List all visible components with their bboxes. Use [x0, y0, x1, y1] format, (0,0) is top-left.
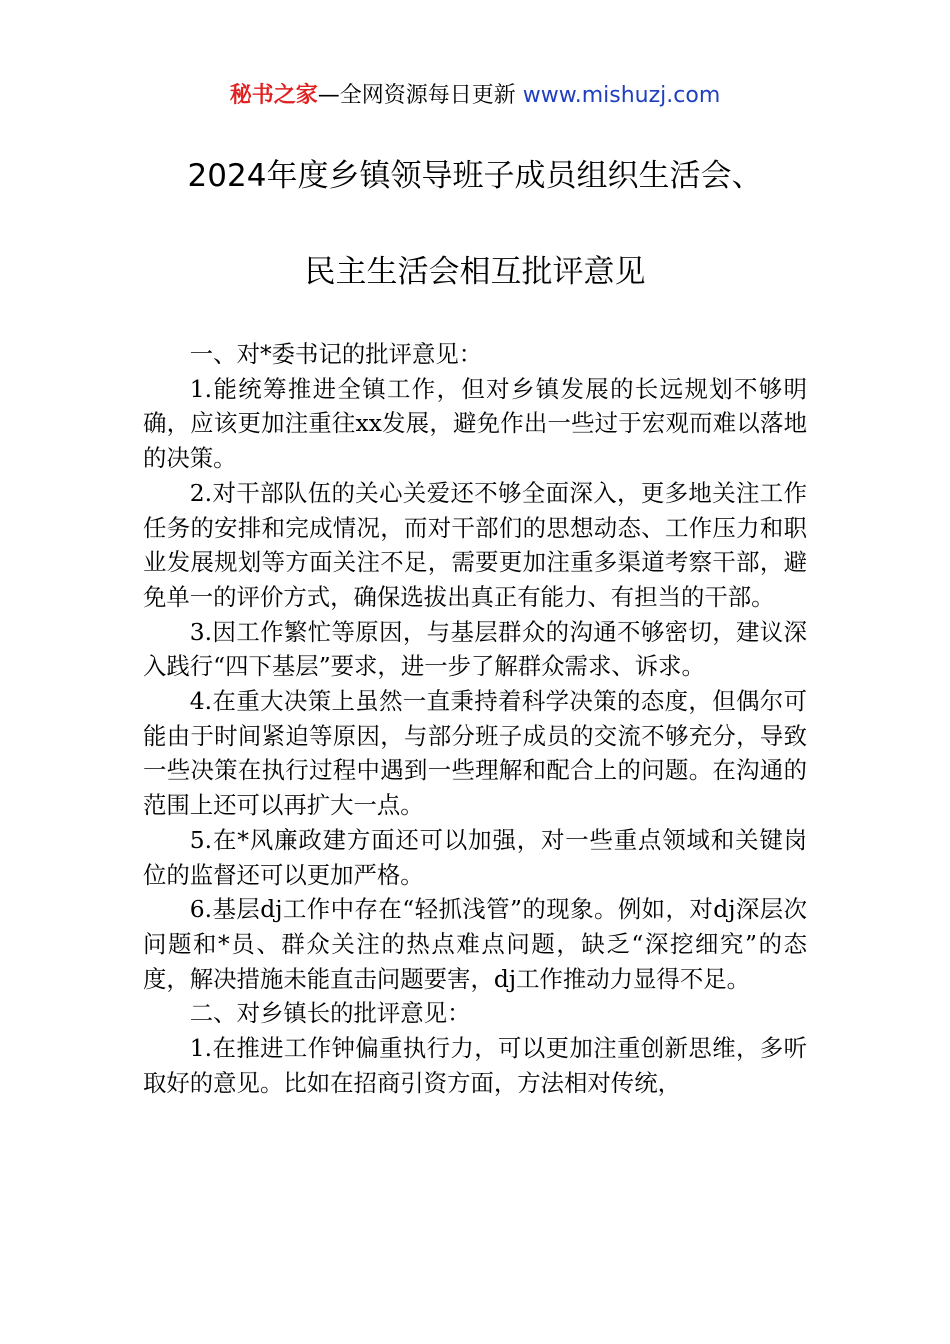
site-tagline: —全网资源每日更新 — [317, 83, 523, 108]
paragraph: 1.能统筹推进全镇工作，但对乡镇发展的长远规划不够明确，应该更加注重往xx发展，避免作出一些过于宏观而难以落地的决策。 — [143, 374, 807, 473]
site-url-link[interactable]: www.mishuzj.com — [522, 83, 721, 108]
section-heading-2: 二、对乡镇长的批评意见： — [189, 999, 471, 1028]
paragraph: 1.在推进工作钟偏重执行力，可以更加注重创新思维，多听取好的意见。比如在招商引资方面，方法相对传统， — [143, 1034, 807, 1097]
document-body — [143, 337, 807, 1100]
site-header — [0, 80, 950, 112]
section-heading-1: 一、对*委书记的批评意见： — [189, 340, 483, 368]
document-title-line-1: 2024年度乡镇领导班子成员组织生活会、 — [187, 158, 763, 194]
paragraph: 5.在*风廉政建方面还可以加强，对一些重点领域和关键岗位的监督还可以更加严格。 — [143, 825, 807, 889]
paragraph: 3.因工作繁忙等原因，与基层群众的沟通不够密切，建议深入践行“四下基层”要求，进一步了解群众需求、诉求。 — [143, 617, 807, 681]
document-title-line-2: 民主生活会相互批评意见 — [304, 254, 646, 290]
paragraph: 6.基层dj工作中存在“轻抓浅管”的现象。例如，对dj深层次问题和*员、群众关注的热点难点问题，缺乏“深挖细究”的态度，解决措施未能直击问题要害，dj工作推动力显得不足。 — [143, 895, 807, 993]
paragraph: 2.对干部队伍的关心关爱还不够全面深入，更多地关注工作任务的安排和完成情况，而对干部们的思想动态、工作压力和职业发展规划等方面关注不足，需要更加注重多渠道考察干部，避免单一的评价方式，确保选拔出真正有能力、有担当的干部。 — [143, 478, 807, 611]
paragraph: 4.在重大决策上虽然一直秉持着科学决策的态度，但偶尔可能由于时间紧迫等原因，与部分班子成员的交流不够充分，导致一些决策在执行过程中遇到一些理解和配合上的问题。在沟通的范围上还可以再扩大一点。 — [143, 687, 807, 820]
site-brand: 秘书之家 — [229, 83, 318, 108]
